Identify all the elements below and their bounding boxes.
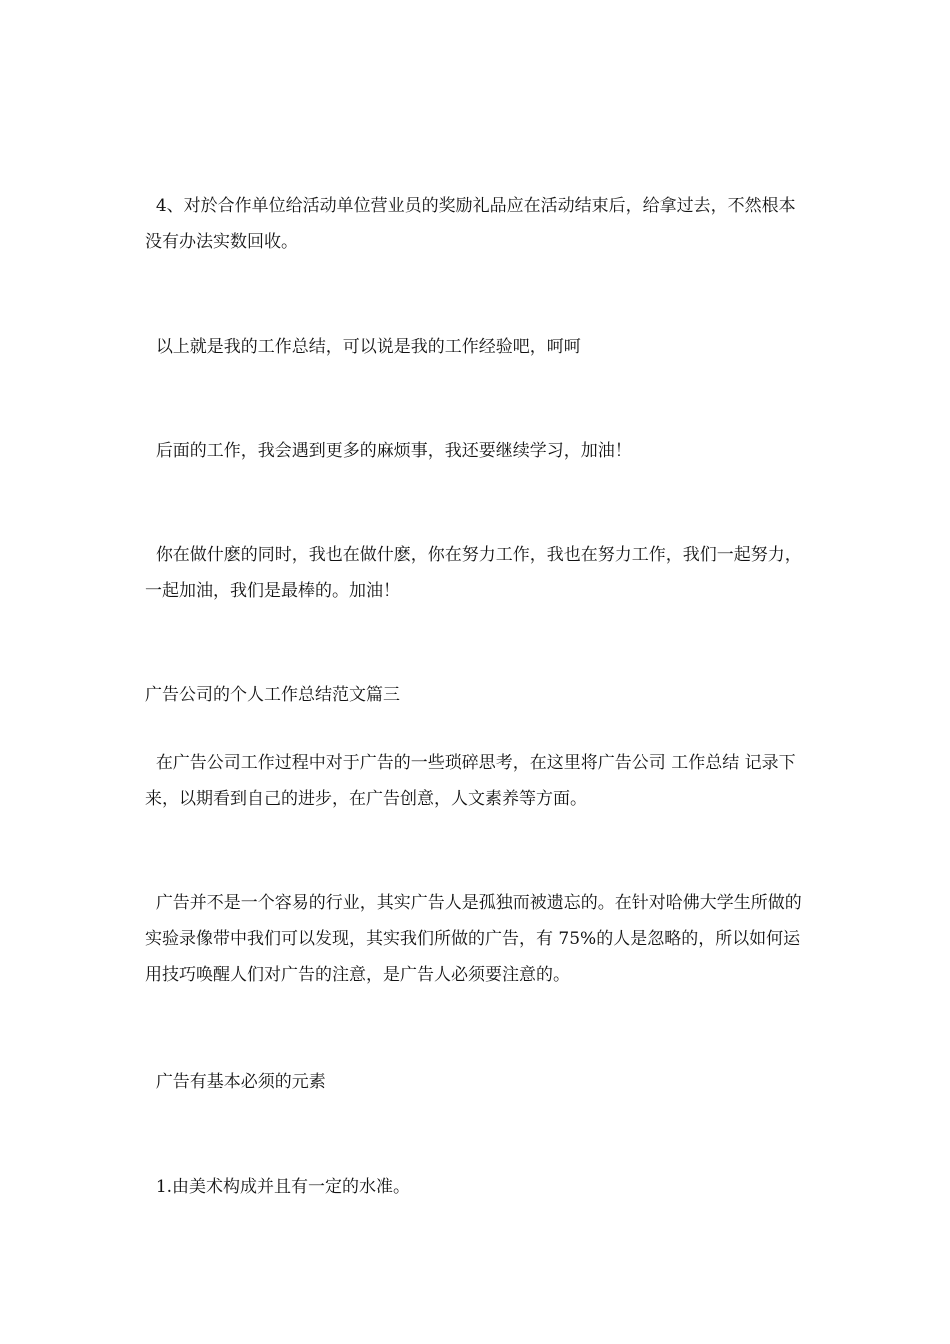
paragraph-ad-industry: 广告并不是一个容易的行业，其实广告人是孤独而被遗忘的。在针对哈佛大学生所做的实验录像带中我们可以发现，其实我们所做的广告，有 75%的人是忽略的，所以如何运用技巧唤醒人们对广告的注意，是广告人必须要注意的。 bbox=[145, 893, 802, 985]
paragraph-ad-elements: 广告有基本必须的元素 bbox=[145, 1072, 326, 1092]
paragraph-future-work: 后面的工作，我会遇到更多的麻烦事，我还要继续学习，加油！ bbox=[145, 441, 632, 461]
paragraph-ad-thoughts: 在广告公司工作过程中对于广告的一些琐碎思考，在这里将广告公司 工作总结 记录下来，以期看到自己的进步，在广告创意，人文素养等方面。 bbox=[145, 753, 796, 809]
paragraph-gift-recovery: 4、对於合作单位给活动单位营业员的奖励礼品应在活动结束后，给拿过去，不然根本没有办法实数回收。 bbox=[145, 196, 796, 252]
paragraph-summary-conclusion: 以上就是我的工作总结，可以说是我的工作经验吧，呵呵 bbox=[145, 337, 581, 357]
paragraph-work-together: 你在做什麽的同时，我也在做什麽，你在努力工作，我也在努力工作，我们一起努力，一起加油，我们是最棒的。加油！ bbox=[145, 545, 802, 601]
list-item-art: 1.由美术构成并且有一定的水准。 bbox=[145, 1177, 411, 1197]
section-heading: 广告公司的个人工作总结范文篇三 bbox=[145, 685, 400, 705]
